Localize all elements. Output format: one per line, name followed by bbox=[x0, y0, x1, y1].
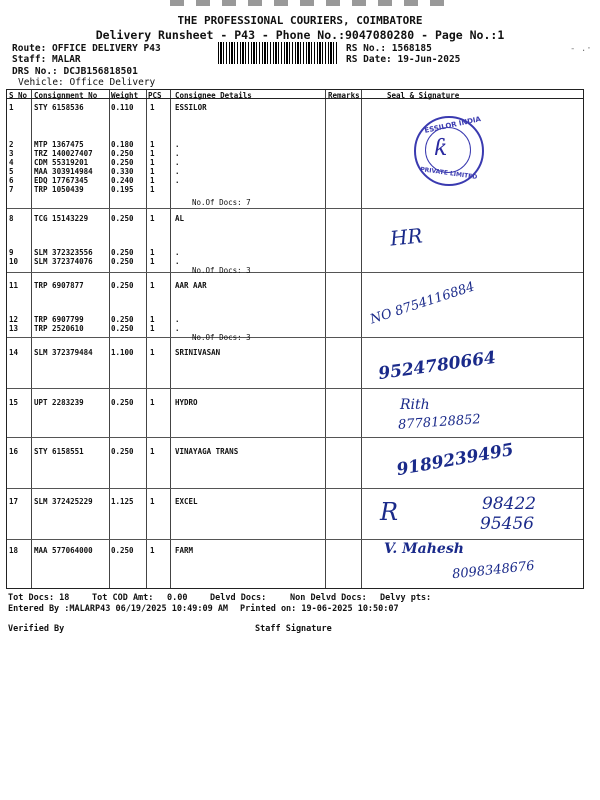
handwritten-signature-mark: R bbox=[380, 498, 399, 526]
cell-wt: 1.125 bbox=[111, 497, 134, 506]
cell-pcs: 1 bbox=[150, 546, 155, 555]
cell-sno: 4 bbox=[9, 158, 14, 167]
cell-consignee: VINAYAGA TRANS bbox=[175, 447, 239, 456]
drs-number: DRS No.: DCJB156818501 bbox=[12, 66, 138, 77]
cell-cons: MAA 577064000 bbox=[34, 546, 93, 555]
cell-pcs: 1 bbox=[150, 103, 155, 112]
cell-pcs: 1 bbox=[150, 398, 155, 407]
cell-sno: 9 bbox=[9, 248, 14, 257]
cell-cons: TRP 2520610 bbox=[34, 324, 84, 333]
total-cod-value: 0.00 bbox=[167, 593, 188, 603]
handwritten-signature: HR bbox=[388, 223, 424, 251]
col-consignee: Consignee Details bbox=[175, 91, 252, 100]
cell-wt: 0.250 bbox=[111, 281, 134, 290]
handwritten-signature: NO 8754116884 bbox=[368, 279, 477, 328]
cell-pcs: 1 bbox=[150, 140, 155, 149]
cell-consignee: AAR AAR bbox=[175, 281, 207, 290]
cell-pcs: 1 bbox=[150, 248, 155, 257]
verified-by: Verified By bbox=[8, 624, 65, 634]
cell-consignee: HYDRO bbox=[175, 398, 198, 407]
cell-sno: 10 bbox=[9, 257, 19, 266]
cell-wt: 0.250 bbox=[111, 546, 134, 555]
runsheet-title: Delivery Runsheet - P43 - Phone No.:9047080280 - Page No.:1 bbox=[95, 28, 505, 42]
barcode-image bbox=[218, 42, 338, 64]
cell-pcs: 1 bbox=[150, 149, 155, 158]
cell-pcs: 1 bbox=[150, 185, 155, 194]
cell-pcs: 1 bbox=[150, 324, 155, 333]
cell-pcs: 1 bbox=[150, 281, 155, 290]
cell-wt: 0.240 bbox=[111, 176, 134, 185]
cell-wt: 0.180 bbox=[111, 140, 134, 149]
staff-label: Staff: MALAR bbox=[12, 54, 81, 65]
group-doc-count: No.Of Docs: 3 bbox=[192, 333, 251, 342]
top-dash-marks bbox=[170, 0, 450, 6]
cell-cons: STY 6158536 bbox=[34, 103, 84, 112]
cell-wt: 0.110 bbox=[111, 103, 134, 112]
col-seal-signature: Seal & Signature bbox=[387, 91, 460, 100]
cell-cons: TRP 6907877 bbox=[34, 281, 84, 290]
cell-sno: 17 bbox=[9, 497, 19, 506]
cell-pcs: 1 bbox=[150, 176, 155, 185]
cell-pcs: 1 bbox=[150, 447, 155, 456]
col-pcs: PCS bbox=[148, 91, 162, 100]
cell-wt: 0.250 bbox=[111, 158, 134, 167]
group-doc-count: No.Of Docs: 3 bbox=[192, 266, 251, 275]
cell-wt: 0.250 bbox=[111, 324, 134, 333]
cell-wt: 0.330 bbox=[111, 167, 134, 176]
cell-sno: 18 bbox=[9, 546, 19, 555]
cell-wt: 0.250 bbox=[111, 149, 134, 158]
cell-wt: 0.250 bbox=[111, 447, 134, 456]
cell-cons: SLM 372323556 bbox=[34, 248, 93, 257]
non-delivered-docs: Non Delvd Docs: bbox=[290, 593, 367, 603]
cell-sno: 3 bbox=[9, 149, 14, 158]
handwritten-signature: Rith bbox=[400, 397, 430, 413]
cell-cons: EDQ 17767345 bbox=[34, 176, 89, 185]
col-remarks: Remarks bbox=[328, 91, 360, 100]
cell-consignee: . bbox=[175, 149, 180, 158]
cell-sno: 12 bbox=[9, 315, 19, 324]
cell-wt: 1.100 bbox=[111, 348, 134, 357]
cell-pcs: 1 bbox=[150, 158, 155, 167]
cell-wt: 0.250 bbox=[111, 315, 134, 324]
rs-date: RS Date: 19-Jun-2025 bbox=[346, 54, 461, 65]
col-consignment: Consignment No bbox=[34, 91, 98, 100]
cell-consignee: EXCEL bbox=[175, 497, 198, 506]
cell-consignee: . bbox=[175, 176, 180, 185]
cell-wt: 0.195 bbox=[111, 185, 134, 194]
cell-cons: SLM 372374076 bbox=[34, 257, 93, 266]
cell-sno: 5 bbox=[9, 167, 14, 176]
cell-cons: MTP 1367475 bbox=[34, 140, 84, 149]
entered-by: Entered By :MALARP43 06/19/2025 10:49:09 AM bbox=[8, 604, 229, 614]
corner-mark: - .· bbox=[570, 44, 592, 54]
cell-wt: 0.250 bbox=[111, 214, 134, 223]
cell-cons: TRP 6907799 bbox=[34, 315, 84, 324]
cell-consignee: ESSILOR bbox=[175, 103, 207, 112]
cell-wt: 0.250 bbox=[111, 398, 134, 407]
cell-cons: SLM 372425229 bbox=[34, 497, 93, 506]
cell-cons: MAA 303914984 bbox=[34, 167, 93, 176]
cell-cons: TCG 15143229 bbox=[34, 214, 89, 223]
cell-cons: TRP 1050439 bbox=[34, 185, 84, 194]
cell-pcs: 1 bbox=[150, 257, 155, 266]
cell-cons: UPT 2283239 bbox=[34, 398, 84, 407]
cell-consignee: . bbox=[175, 315, 180, 324]
cell-sno: 1 bbox=[9, 103, 14, 112]
cell-sno: 11 bbox=[9, 281, 19, 290]
cell-pcs: 1 bbox=[150, 167, 155, 176]
cell-sno: 6 bbox=[9, 176, 14, 185]
cell-cons: STY 6158551 bbox=[34, 447, 84, 456]
total-docs: Tot Docs: 18 bbox=[8, 593, 70, 603]
handwritten-phone: 98422 bbox=[482, 494, 537, 514]
col-weight: Weight bbox=[111, 91, 139, 100]
cell-wt: 0.250 bbox=[111, 257, 134, 266]
company-title: THE PROFESSIONAL COURIERS, COIMBATORE bbox=[177, 14, 423, 27]
cell-sno: 14 bbox=[9, 348, 19, 357]
handwritten-signature: 9189239495 bbox=[395, 439, 516, 481]
col-sno: S No bbox=[9, 91, 28, 100]
cell-consignee: . bbox=[175, 167, 180, 176]
handwritten-phone: 8098348676 bbox=[451, 558, 536, 583]
cell-pcs: 1 bbox=[150, 348, 155, 357]
printed-on: Printed on: 19-06-2025 10:50:07 bbox=[240, 604, 399, 614]
cell-consignee: . bbox=[175, 140, 180, 149]
cell-consignee: SRINIVASAN bbox=[175, 348, 221, 357]
delivered-docs: Delvd Docs: bbox=[210, 593, 267, 603]
route-label: Route: OFFICE DELIVERY P43 bbox=[12, 43, 161, 54]
cell-sno: 15 bbox=[9, 398, 19, 407]
cell-sno: 8 bbox=[9, 214, 14, 223]
cell-consignee: . bbox=[175, 257, 180, 266]
rs-number: RS No.: 1568185 bbox=[346, 43, 432, 54]
company-seal-stamp: ESSILOR INDIA PRIVATE LIMITED ƙ bbox=[414, 116, 484, 186]
cell-cons: SLM 372379484 bbox=[34, 348, 93, 357]
handwritten-signature: V. Mahesh bbox=[384, 541, 464, 557]
seal-signature-scribble: ƙ bbox=[434, 136, 448, 161]
cell-consignee: FARM bbox=[175, 546, 194, 555]
cell-consignee: . bbox=[175, 158, 180, 167]
cell-consignee: . bbox=[175, 324, 180, 333]
delivery-points: Delvy pts: bbox=[380, 593, 432, 603]
total-cod-label: Tot COD Amt: bbox=[92, 593, 154, 603]
handwritten-phone: 95456 bbox=[480, 514, 535, 534]
cell-pcs: 1 bbox=[150, 497, 155, 506]
cell-sno: 7 bbox=[9, 185, 14, 194]
group-doc-count: No.Of Docs: 7 bbox=[192, 198, 251, 207]
cell-pcs: 1 bbox=[150, 214, 155, 223]
vehicle-label: Vehicle: Office Delivery bbox=[18, 77, 156, 88]
cell-sno: 13 bbox=[9, 324, 19, 333]
cell-sno: 16 bbox=[9, 447, 19, 456]
handwritten-phone: 8778128852 bbox=[397, 412, 482, 433]
cell-pcs: 1 bbox=[150, 315, 155, 324]
cell-consignee: AL bbox=[175, 214, 185, 223]
cell-wt: 0.250 bbox=[111, 248, 134, 257]
cell-sno: 2 bbox=[9, 140, 14, 149]
handwritten-signature: 9524780664 bbox=[377, 347, 498, 385]
cell-consignee: . bbox=[175, 248, 180, 257]
cell-cons: CDM 55319201 bbox=[34, 158, 89, 167]
cell-cons: TRZ 140027407 bbox=[34, 149, 93, 158]
staff-signature-label: Staff Signature bbox=[255, 624, 332, 634]
